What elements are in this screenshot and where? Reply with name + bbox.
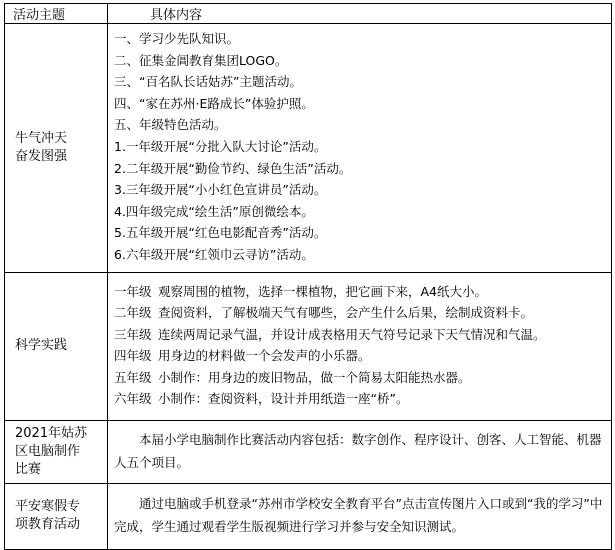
row-theme	[5, 24, 108, 273]
list-item	[114, 367, 607, 389]
list-item: 五、年级特色活动。	[114, 117, 227, 133]
row-content: 通过电脑或手机登录“苏州市学校安全教育平台”点击宣传图片入口或到“我的学习”中完成，学生通过观看学生版视频进行学习并参与安全知识测试。	[108, 483, 612, 549]
header-theme: 活动主题	[5, 4, 108, 24]
theme-line: 比赛	[15, 461, 42, 477]
list-item	[114, 345, 607, 367]
grade-label: 三年级	[114, 326, 152, 342]
activity-table	[4, 3, 612, 550]
row-theme	[5, 272, 108, 420]
theme-line: 平安寒假专	[15, 499, 81, 515]
row-theme	[5, 420, 108, 483]
grade-label: 四年级	[114, 348, 152, 364]
list-item: 4.四年级完成“绘生活”原创微绘本。	[114, 203, 314, 219]
grade-task: 连续两周记录气温，并设计成表格用天气符号记录下天气情况和气温。	[158, 326, 546, 342]
grade-label: 六年级	[114, 391, 152, 407]
list-item: 1.一年级开展“分批入队大讨论”活动。	[114, 138, 327, 154]
row-theme	[5, 483, 108, 549]
header-content: 具体内容	[108, 4, 612, 24]
list-item	[114, 324, 607, 346]
grade-task: 用身边的材料做一个会发声的小乐器。	[158, 348, 371, 364]
table-row	[5, 420, 612, 483]
row-content: 本届小学电脑制作比赛活动内容包括：数字创作、程序设计、创客、人工智能、机器人五个项目。	[108, 420, 612, 483]
list-item: 3.三年级开展“小小红色宣讲员”活动。	[114, 182, 327, 198]
list-item: 6.六年级开展“红领巾云寻访”活动。	[114, 246, 314, 262]
grade-label: 五年级	[114, 369, 152, 385]
grade-task: 查阅资料，了解极端天气有哪些，会产生什么后果，绘制成资料卡。	[158, 305, 534, 321]
theme-line: 2021年姑苏	[15, 425, 88, 441]
list-item: 一、学习少先队知识。	[114, 31, 240, 46]
grade-task: 小制作：用身边的废旧物品，做一个简易太阳能热水器。	[158, 369, 471, 385]
list-item	[114, 302, 607, 324]
table-row	[5, 24, 612, 273]
table-row	[5, 483, 612, 549]
row-content	[108, 24, 612, 273]
row-content	[108, 272, 612, 420]
list-item: 二、征集金阊教育集团LOGO。	[114, 52, 288, 68]
list-item: 5.五年级开展“红色电影配音秀”活动。	[114, 225, 327, 241]
theme-line: 区电脑制作	[15, 443, 81, 459]
grade-label: 一年级	[114, 283, 152, 299]
theme-line: 奋发图强	[15, 148, 68, 164]
list-item	[114, 281, 607, 303]
grade-task: 观察周围的植物，选择一棵植物，把它画下来，A4纸大小。	[158, 283, 488, 299]
table-header-row	[5, 4, 612, 24]
list-item: 三、“百名队长话姑苏”主题活动。	[114, 74, 302, 90]
theme-line: 牛气冲天	[15, 130, 68, 146]
list-item	[114, 388, 607, 410]
theme-line: 项教育活动	[15, 517, 81, 533]
grade-label: 二年级	[114, 305, 152, 321]
theme-line: 科学实践	[15, 338, 68, 354]
table-row	[5, 272, 612, 420]
list-item: 四、“家在苏州·E路成长”体验护照。	[114, 95, 314, 111]
grade-task: 小制作：查阅资料，设计并用纸造一座“桥”。	[158, 391, 409, 407]
list-item: 2.二年级开展“勤俭节约、绿色生活”活动。	[114, 160, 352, 176]
